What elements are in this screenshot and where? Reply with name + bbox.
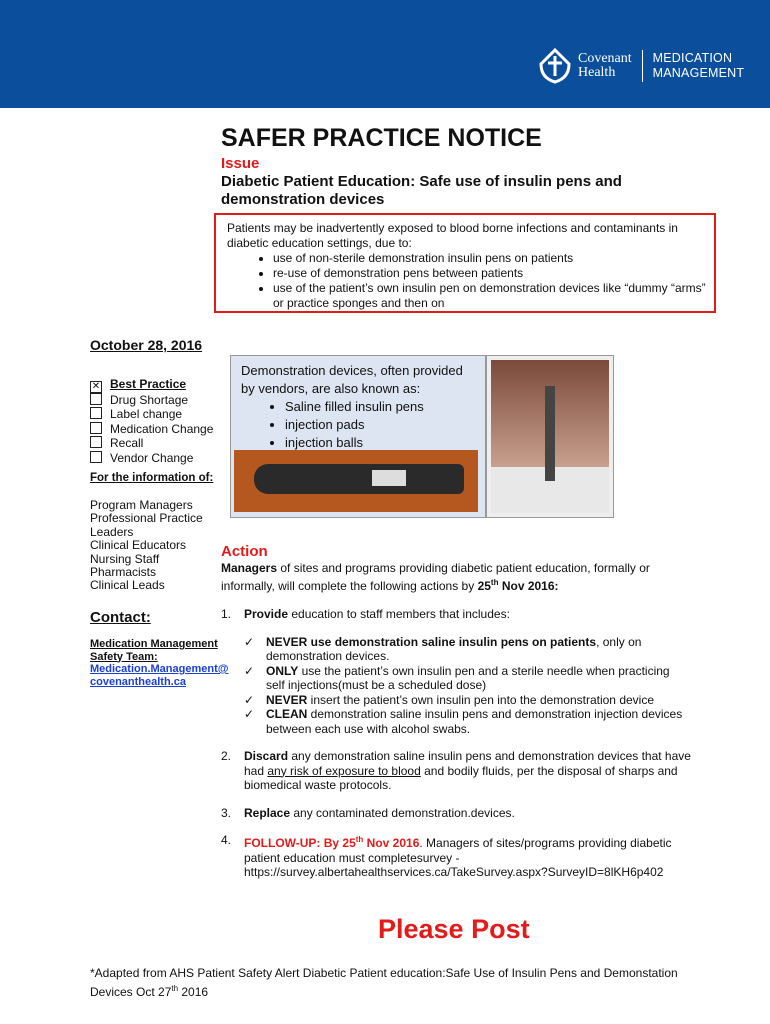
step-number: 1.	[221, 607, 232, 621]
check-item	[244, 707, 691, 736]
due-rest: Nov 2016:	[498, 578, 559, 593]
step-number: 3.	[221, 805, 232, 820]
info-item: Clinical Leads	[90, 578, 165, 593]
info-list	[90, 499, 203, 593]
check-item	[244, 664, 691, 693]
step-number: 2.	[221, 749, 232, 763]
category-label: Label change	[110, 407, 183, 422]
org-name-1: Covenant	[578, 51, 632, 66]
issue-bullet: • use of the patient’s own insulin pen on demonstration devices like “dummy “arms” or practice sponges and then on	[273, 281, 714, 311]
check-item	[244, 635, 691, 664]
check-bold: CLEAN	[266, 707, 308, 721]
action-step	[221, 607, 691, 622]
checkmark-icon: ✓	[244, 692, 255, 707]
action-step	[221, 749, 691, 793]
category-item	[90, 378, 213, 393]
notice-date: October 28, 2016	[90, 337, 203, 353]
checkbox-icon[interactable]	[90, 436, 102, 448]
step-bold: Discard	[244, 749, 289, 763]
check-text: , only on demonstration devices.	[266, 634, 642, 663]
intro-text: of sites and programs providing diabetic patient education, formally or informally, will complete the following actions by	[221, 561, 650, 593]
dept-name-1: MEDICATION	[652, 51, 733, 65]
followup-label: FOLLOW-UP: By 25	[244, 836, 356, 850]
info-item: Clinical Educators	[90, 538, 187, 553]
injection-demo-photo	[486, 355, 614, 518]
checkmark-icon: ✓	[244, 663, 255, 678]
info-heading: For the information of:	[90, 472, 214, 484]
demo-bullet: • Saline filled insulin pens	[285, 398, 475, 416]
checkbox-icon[interactable]	[90, 393, 102, 405]
step-text: education to staff members that includes:	[288, 607, 510, 621]
demo-bullet: • injection balls	[285, 434, 475, 452]
action-heading: Action	[221, 543, 268, 560]
info-item: Pharmacists	[90, 565, 157, 580]
team-name-1: Medication Management	[90, 638, 218, 650]
checkbox-icon[interactable]	[90, 422, 102, 434]
cross-shield-icon	[538, 48, 572, 84]
footnote	[90, 965, 690, 1000]
category-item	[90, 407, 213, 421]
issue-bullet: • re-use of demonstration pens between patients	[273, 266, 714, 281]
issue-label: Issue	[221, 155, 260, 172]
email-line-1: Medication.Management@	[90, 663, 229, 675]
category-item	[90, 451, 213, 465]
footnote-sup: th	[171, 984, 179, 993]
step-text: and bodily fluids, per the disposal of sharps and biomedical waste protocols.	[244, 763, 678, 792]
step-underlined: any risk of exposure to blood	[267, 763, 421, 778]
category-item	[90, 436, 213, 450]
action-step	[221, 806, 691, 821]
check-text: use the patient’s own insulin pen and a sterile needle when practicing self injections(must be a scheduled dose)	[266, 663, 670, 692]
info-item: Program Managers	[90, 498, 193, 512]
issue-bullet: • use of non-sterile demonstration insulin pens on patients	[273, 251, 714, 266]
info-item: Leaders	[90, 524, 134, 539]
category-item	[90, 393, 213, 407]
dept-name-2: MANAGEMENT	[652, 66, 745, 80]
check-text: insert the patient’s own insulin pen into the demonstration device	[307, 692, 655, 707]
check-text: demonstration saline insulin pens and demonstration injection devices between each use with alcohol swabs.	[266, 707, 683, 736]
issue-intro: Patients may be inadvertently exposed to blood borne infections and contaminants in diabetic education settings, due to:	[227, 221, 678, 250]
category-label: Medication Change	[110, 421, 214, 436]
issue-subtitle: Diabetic Patient Education: Safe use of insulin pens and demonstration devices	[221, 173, 622, 208]
logo-divider	[642, 50, 643, 82]
category-checklist	[90, 378, 213, 465]
email-line-2: covenanthealth.ca	[90, 675, 186, 688]
step-text: any demonstration saline insulin pens and demonstration devices that have had	[244, 749, 691, 778]
team-name-2: Safety Team:	[90, 650, 158, 663]
contact-heading: Contact:	[90, 609, 151, 626]
category-label: Best Practice	[110, 377, 187, 391]
checkbox-icon[interactable]	[90, 407, 102, 419]
check-bold: NEVER use demonstration saline insulin pens on patients	[266, 634, 597, 649]
checkmark-icon: ✓	[244, 707, 255, 721]
check-bold: NEVER	[266, 692, 308, 707]
org-name-2: Health	[578, 65, 616, 80]
demo-intro: Demonstration devices, often provided by vendors, are also known as:	[241, 363, 463, 396]
action-content	[221, 561, 691, 880]
step-text: any contaminated demonstration.devices.	[290, 805, 515, 820]
checkbox-icon[interactable]	[90, 451, 102, 463]
page-title: SAFER PRACTICE NOTICE	[221, 124, 542, 152]
info-item: Nursing Staff	[90, 551, 160, 566]
footnote-end: 2016	[178, 985, 209, 999]
footnote-text: *Adapted from AHS Patient Safety Alert Diabetic Patient education:Safe Use of Insulin Pens and Demonstation Devices Oct 27	[90, 966, 678, 999]
contact-block	[90, 638, 228, 688]
step-text[interactable]: . Managers of sites/programs providing diabetic patient education must completesurvey - https://survey.albertahealthservices.ca/TakeSurvey.aspx?SurveyID=8lKH6p402	[244, 836, 672, 879]
due-day: 25	[477, 578, 491, 593]
step-number: 4.	[221, 833, 232, 847]
please-post: Please Post	[378, 914, 530, 944]
category-label: Recall	[110, 436, 144, 451]
step-bold: Replace	[244, 805, 291, 820]
email-link[interactable]	[90, 663, 228, 688]
followup-sup: th	[355, 835, 364, 844]
insulin-pen-image	[234, 450, 478, 512]
checked-box-icon[interactable]: ✕	[91, 381, 101, 392]
step-bold: Provide	[244, 607, 289, 621]
category-item	[90, 422, 213, 436]
action-intro	[221, 561, 691, 593]
check-bold: ONLY	[266, 663, 299, 678]
checkmark-icon: ✓	[244, 634, 255, 649]
category-label: Vendor Change	[110, 450, 194, 465]
education-checklist	[221, 635, 691, 737]
due-sup: th	[490, 577, 499, 587]
action-step	[221, 833, 691, 880]
info-item: Professional Practice	[90, 511, 203, 526]
demo-bullet: • injection pads	[285, 416, 475, 434]
covenant-health-logo	[538, 48, 744, 84]
intro-bold: Managers	[221, 561, 278, 575]
category-label: Drug Shortage	[110, 393, 189, 407]
check-item	[244, 693, 691, 708]
followup-date: Nov 2016	[363, 836, 420, 850]
issue-box	[214, 213, 716, 313]
